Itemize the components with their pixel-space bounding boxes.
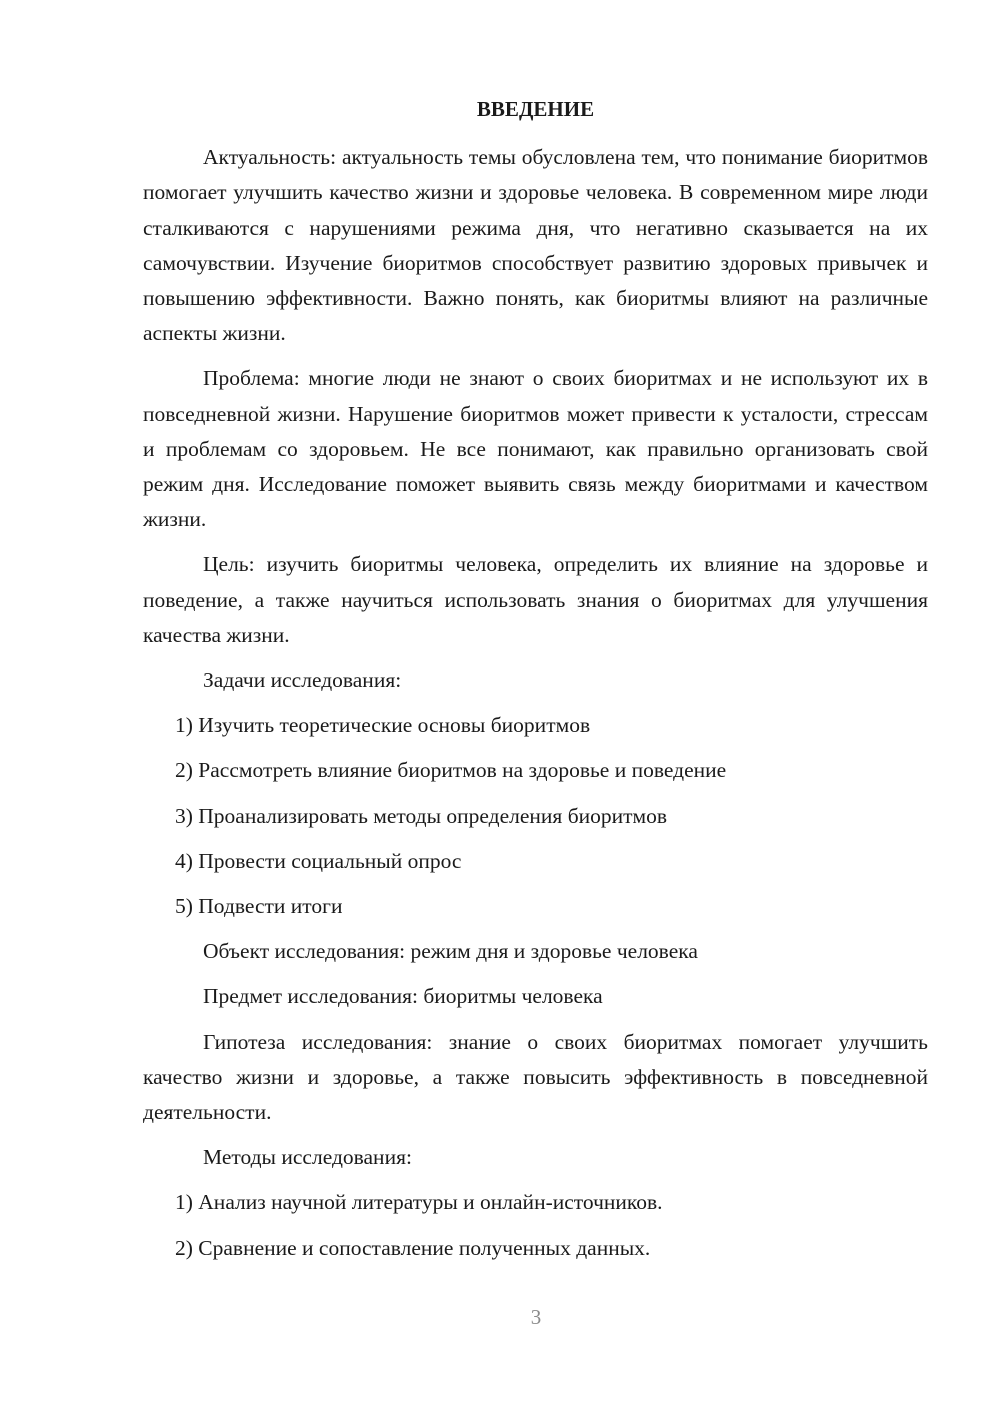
problem-paragraph: Проблема: многие люди не знают о своих биоритмах и не используют их в повседневной жизни. Нарушение биоритмов может привести к усталости, стрессам и проблемам со здоровьем. Не все понимают, как правильно организовать свой режим дня. Исследование поможет выявить связь между биоритмами и качеством жизни. bbox=[143, 366, 928, 532]
list-item: 1) Анализ научной литературы и онлайн-источников. bbox=[175, 1190, 663, 1215]
list-item: 2) Рассмотреть влияние биоритмов на здоровье и поведение bbox=[175, 758, 727, 783]
page-number: 3 bbox=[530, 1305, 542, 1329]
tasks-list bbox=[143, 708, 928, 924]
methods-label: Методы исследования: bbox=[203, 1145, 412, 1170]
list-item: 2) Сравнение и сопоставление полученных данных. bbox=[175, 1235, 651, 1260]
relevance-paragraph: Актуальность: актуальность темы обусловлена тем, что понимание биоритмов помогает улучшить качество жизни и здоровье человека. В современном мире люди сталкиваются с нарушениями режима дня, что негативно сказывается на их самочувствии. Изучение биоритмов способствует развитию здоровых привычек и повышению эффективности. Важно понять, как биоритмы влияют на различные аспекты жизни. bbox=[143, 145, 928, 346]
section-title: ВВЕДЕНИЕ bbox=[476, 97, 595, 121]
subject-statement: Предмет исследования: биоритмы человека bbox=[203, 984, 603, 1009]
hypothesis-paragraph: Гипотеза исследования: знание о своих биоритмах помогает улучшить качество жизни и здоровье, а также повысить эффективность в повседневной деятельности. bbox=[143, 1029, 928, 1125]
list-item: 5) Подвести итоги bbox=[175, 894, 343, 919]
object-statement: Объект исследования: режим дня и здоровье человека bbox=[203, 939, 698, 964]
goal-paragraph: Цель: изучить биоритмы человека, определить их влияние на здоровье и поведение, а также научиться использовать знания о биоритмах для улучшения качества жизни. bbox=[143, 552, 928, 647]
list-item: 4) Провести социальный опрос bbox=[175, 848, 462, 873]
tasks-label: Задачи исследования: bbox=[203, 668, 402, 693]
list-item: 1) Изучить теоретические основы биоритмов bbox=[175, 713, 591, 738]
methods-list bbox=[143, 1185, 928, 1265]
list-item: 3) Проанализировать методы определения биоритмов bbox=[175, 803, 668, 828]
document-page bbox=[143, 92, 928, 1276]
